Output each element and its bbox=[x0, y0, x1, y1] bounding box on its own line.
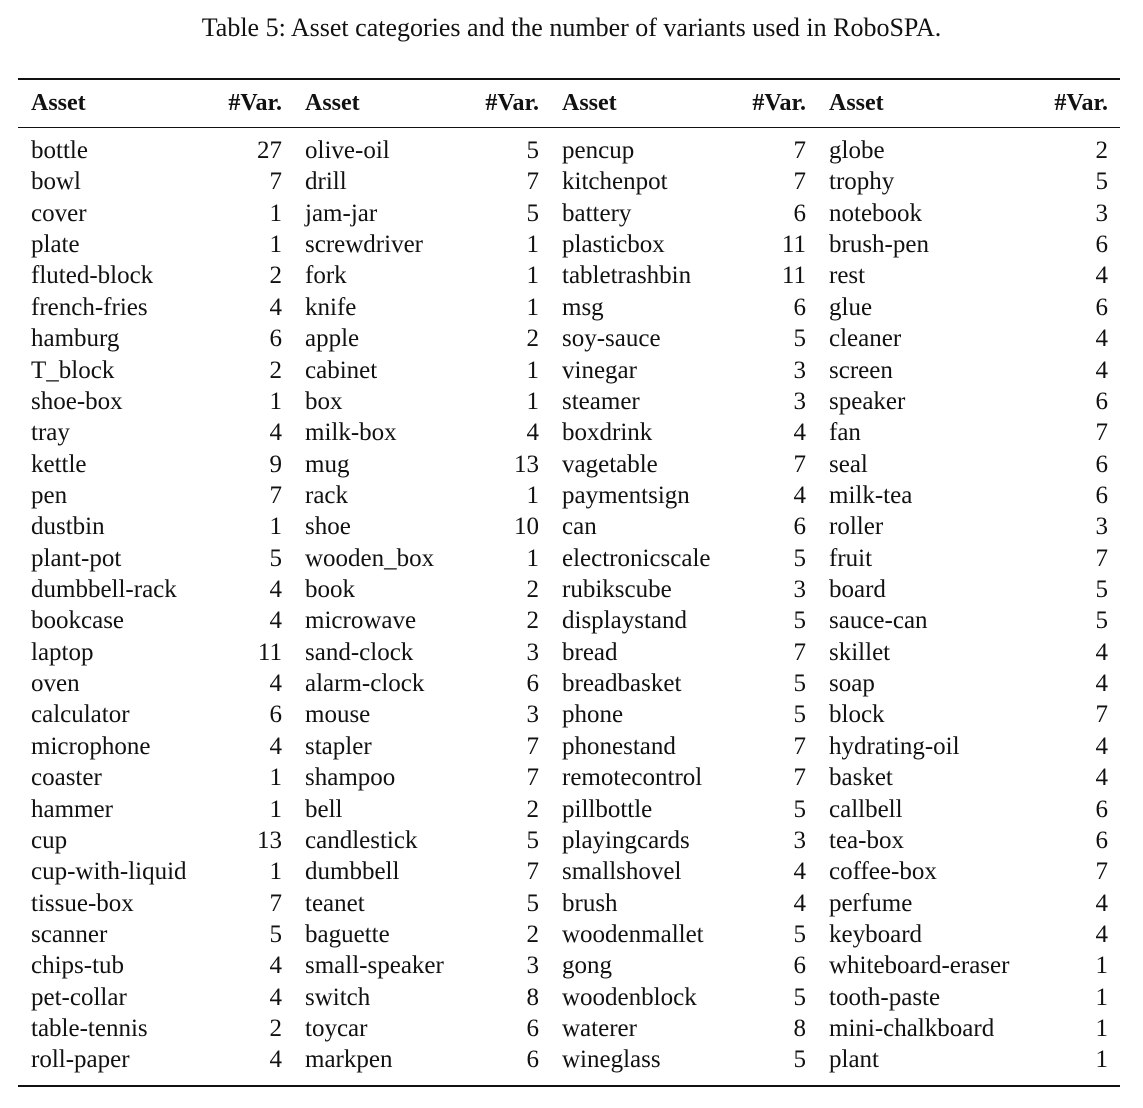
variant-count-cell: 4 bbox=[269, 294, 282, 321]
variant-count-cell: 7 bbox=[526, 858, 539, 885]
asset-name-cell: breadbasket bbox=[562, 670, 682, 697]
asset-name-cell: cup bbox=[31, 827, 68, 854]
asset-name-cell: wooden_box bbox=[305, 545, 435, 572]
variant-count-cell: 4 bbox=[1095, 670, 1108, 697]
variant-count-cell: 4 bbox=[1095, 921, 1108, 948]
variant-count-cell: 4 bbox=[269, 733, 282, 760]
variant-count-cell: 7 bbox=[793, 168, 806, 195]
asset-name-cell: coaster bbox=[31, 764, 102, 791]
asset-name-cell: milk-tea bbox=[829, 482, 913, 509]
asset-name-cell: rest bbox=[829, 262, 866, 289]
variant-count-cell: 6 bbox=[269, 325, 282, 352]
asset-name-cell: playingcards bbox=[562, 827, 690, 854]
variant-count-cell: 1 bbox=[1095, 984, 1108, 1011]
asset-name-cell: pet-collar bbox=[31, 984, 127, 1011]
asset-name-cell: roller bbox=[829, 513, 884, 540]
table-caption: Table 5: Asset categories and the number of variants used in RoboSPA. bbox=[201, 13, 942, 42]
variant-count-cell: 2 bbox=[526, 921, 539, 948]
variant-count-cell: 4 bbox=[1095, 890, 1108, 917]
asset-name-cell: keyboard bbox=[829, 921, 923, 948]
asset-name-cell: chips-tub bbox=[31, 952, 125, 979]
variant-count-cell: 2 bbox=[269, 357, 282, 384]
asset-name-cell: drill bbox=[305, 168, 347, 195]
variant-count-cell: 1 bbox=[1095, 952, 1108, 979]
asset-name-cell: pencup bbox=[562, 137, 635, 164]
variant-count-cell: 6 bbox=[1095, 796, 1108, 823]
variant-count-cell: 4 bbox=[1095, 357, 1108, 384]
variant-count-cell: 6 bbox=[793, 952, 806, 979]
asset-name-cell: tooth-paste bbox=[829, 984, 941, 1011]
asset-name-cell: sauce-can bbox=[829, 607, 928, 634]
asset-name-cell: tabletrashbin bbox=[562, 262, 692, 289]
asset-name-cell: phonestand bbox=[562, 733, 676, 760]
variant-count-cell: 4 bbox=[269, 670, 282, 697]
variant-count-cell: 5 bbox=[793, 984, 806, 1011]
asset-name-cell: markpen bbox=[305, 1046, 393, 1073]
asset-name-cell: microwave bbox=[305, 607, 417, 634]
asset-name-cell: screen bbox=[829, 357, 893, 384]
asset-name-cell: jam-jar bbox=[305, 200, 378, 227]
asset-name-cell: tissue-box bbox=[31, 890, 134, 917]
variant-count-cell: 27 bbox=[257, 137, 282, 164]
variant-count-cell: 4 bbox=[1095, 325, 1108, 352]
variant-count-cell: 5 bbox=[526, 137, 539, 164]
variant-count-cell: 5 bbox=[793, 796, 806, 823]
asset-name-cell: perfume bbox=[829, 890, 913, 917]
variant-count-cell: 3 bbox=[1095, 513, 1108, 540]
asset-name-cell: globe bbox=[829, 137, 885, 164]
asset-name-cell: fan bbox=[829, 419, 861, 446]
variant-count-cell: 2 bbox=[1095, 137, 1108, 164]
variant-count-cell: 6 bbox=[1095, 294, 1108, 321]
variant-count-cell: 7 bbox=[793, 764, 806, 791]
variant-count-cell: 6 bbox=[1095, 388, 1108, 415]
variant-count-cell: 1 bbox=[526, 231, 539, 258]
asset-name-cell: coffee-box bbox=[829, 858, 937, 885]
asset-name-cell: block bbox=[829, 701, 885, 728]
header-variants: #Var. bbox=[1054, 90, 1108, 116]
variant-count-cell: 5 bbox=[793, 921, 806, 948]
asset-name-cell: hammer bbox=[31, 796, 113, 823]
asset-name-cell: knife bbox=[305, 294, 357, 321]
asset-name-cell: shoe-box bbox=[31, 388, 123, 415]
variant-count-cell: 1 bbox=[269, 231, 282, 258]
variant-count-cell: 4 bbox=[793, 419, 806, 446]
asset-name-cell: olive-oil bbox=[305, 137, 390, 164]
asset-name-cell: gong bbox=[562, 952, 612, 979]
asset-name-cell: woodenmallet bbox=[562, 921, 704, 948]
asset-name-cell: displaystand bbox=[562, 607, 687, 634]
variant-count-cell: 5 bbox=[793, 545, 806, 572]
variant-count-cell: 1 bbox=[526, 262, 539, 289]
asset-name-cell: mini-chalkboard bbox=[829, 1015, 995, 1042]
variant-count-cell: 4 bbox=[793, 890, 806, 917]
variant-count-cell: 1 bbox=[1095, 1046, 1108, 1073]
asset-name-cell: board bbox=[829, 576, 886, 603]
header-asset: Asset bbox=[829, 90, 884, 116]
variant-count-cell: 13 bbox=[257, 827, 282, 854]
variant-count-cell: 5 bbox=[269, 921, 282, 948]
variant-count-cell: 7 bbox=[793, 733, 806, 760]
asset-name-cell: steamer bbox=[562, 388, 640, 415]
asset-name-cell: skillet bbox=[829, 639, 891, 666]
variant-count-cell: 3 bbox=[793, 388, 806, 415]
asset-name-cell: roll-paper bbox=[31, 1046, 130, 1073]
asset-name-cell: boxdrink bbox=[562, 419, 653, 446]
header-variants: #Var. bbox=[752, 90, 806, 116]
asset-name-cell: baguette bbox=[305, 921, 390, 948]
asset-name-cell: glue bbox=[829, 294, 873, 321]
variant-count-cell: 7 bbox=[1095, 701, 1108, 728]
variant-count-cell: 5 bbox=[526, 890, 539, 917]
variant-count-cell: 1 bbox=[526, 357, 539, 384]
asset-name-cell: basket bbox=[829, 764, 893, 791]
asset-name-cell: woodenblock bbox=[562, 984, 697, 1011]
variant-count-cell: 2 bbox=[269, 1015, 282, 1042]
variant-count-cell: 7 bbox=[526, 764, 539, 791]
asset-name-cell: book bbox=[305, 576, 355, 603]
variant-count-cell: 11 bbox=[781, 262, 806, 289]
asset-name-cell: wineglass bbox=[562, 1046, 661, 1073]
variant-count-cell: 4 bbox=[793, 482, 806, 509]
variant-count-cell: 7 bbox=[1095, 858, 1108, 885]
asset-name-cell: box bbox=[305, 388, 343, 415]
asset-name-cell: bread bbox=[562, 639, 618, 666]
asset-name-cell: candlestick bbox=[305, 827, 418, 854]
variant-count-cell: 5 bbox=[793, 701, 806, 728]
variant-count-cell: 1 bbox=[1095, 1015, 1108, 1042]
asset-name-cell: smallshovel bbox=[562, 858, 682, 885]
asset-name-cell: teanet bbox=[305, 890, 365, 917]
variant-count-cell: 6 bbox=[793, 294, 806, 321]
variant-count-cell: 5 bbox=[793, 325, 806, 352]
asset-name-cell: shoe bbox=[305, 513, 351, 540]
table-header-rule bbox=[18, 127, 1120, 128]
asset-name-cell: dustbin bbox=[31, 513, 105, 540]
variant-count-cell: 6 bbox=[526, 1046, 539, 1073]
variant-count-cell: 5 bbox=[793, 670, 806, 697]
variant-count-cell: 7 bbox=[793, 451, 806, 478]
asset-name-cell: oven bbox=[31, 670, 80, 697]
header-asset: Asset bbox=[562, 90, 617, 116]
asset-name-cell: scanner bbox=[31, 921, 108, 948]
asset-name-cell: sand-clock bbox=[305, 639, 414, 666]
variant-count-cell: 10 bbox=[514, 513, 539, 540]
asset-name-cell: plasticbox bbox=[562, 231, 665, 258]
variant-count-cell: 4 bbox=[1095, 764, 1108, 791]
variant-count-cell: 4 bbox=[269, 1046, 282, 1073]
variant-count-cell: 6 bbox=[793, 513, 806, 540]
asset-name-cell: cup-with-liquid bbox=[31, 858, 187, 885]
variant-count-cell: 5 bbox=[526, 827, 539, 854]
asset-name-cell: hydrating-oil bbox=[829, 733, 960, 760]
variant-count-cell: 11 bbox=[257, 639, 282, 666]
asset-name-cell: french-fries bbox=[31, 294, 148, 321]
variant-count-cell: 1 bbox=[269, 200, 282, 227]
variant-count-cell: 6 bbox=[1095, 482, 1108, 509]
asset-name-cell: rubikscube bbox=[562, 576, 672, 603]
variant-count-cell: 4 bbox=[1095, 639, 1108, 666]
header-variants: #Var. bbox=[228, 90, 282, 116]
variant-count-cell: 4 bbox=[269, 607, 282, 634]
variant-count-cell: 4 bbox=[526, 419, 539, 446]
asset-name-cell: fluted-block bbox=[31, 262, 154, 289]
header-asset: Asset bbox=[31, 90, 86, 116]
asset-name-cell: paymentsign bbox=[562, 482, 690, 509]
asset-name-cell: bowl bbox=[31, 168, 81, 195]
asset-name-cell: seal bbox=[829, 451, 868, 478]
asset-name-cell: rack bbox=[305, 482, 349, 509]
variant-count-cell: 3 bbox=[526, 701, 539, 728]
asset-name-cell: can bbox=[562, 513, 597, 540]
variant-count-cell: 6 bbox=[1095, 231, 1108, 258]
variant-count-cell: 8 bbox=[793, 1015, 806, 1042]
variant-count-cell: 4 bbox=[793, 858, 806, 885]
variant-count-cell: 5 bbox=[1095, 607, 1108, 634]
variant-count-cell: 6 bbox=[793, 200, 806, 227]
variant-count-cell: 1 bbox=[269, 764, 282, 791]
asset-name-cell: tea-box bbox=[829, 827, 904, 854]
variant-count-cell: 6 bbox=[1095, 827, 1108, 854]
variant-count-cell: 1 bbox=[526, 294, 539, 321]
variant-count-cell: 2 bbox=[526, 796, 539, 823]
variant-count-cell: 1 bbox=[269, 858, 282, 885]
variant-count-cell: 1 bbox=[526, 482, 539, 509]
asset-name-cell: tray bbox=[31, 419, 70, 446]
variant-count-cell: 7 bbox=[1095, 419, 1108, 446]
variant-count-cell: 5 bbox=[1095, 168, 1108, 195]
asset-name-cell: speaker bbox=[829, 388, 906, 415]
asset-name-cell: small-speaker bbox=[305, 952, 444, 979]
variant-count-cell: 5 bbox=[793, 607, 806, 634]
variant-count-cell: 7 bbox=[269, 890, 282, 917]
asset-name-cell: notebook bbox=[829, 200, 923, 227]
variant-count-cell: 6 bbox=[526, 1015, 539, 1042]
asset-name-cell: laptop bbox=[31, 639, 94, 666]
asset-name-cell: soy-sauce bbox=[562, 325, 661, 352]
asset-name-cell: fruit bbox=[829, 545, 873, 572]
asset-name-cell: trophy bbox=[829, 168, 895, 195]
variant-count-cell: 6 bbox=[1095, 451, 1108, 478]
asset-name-cell: dumbbell bbox=[305, 858, 400, 885]
table-bottom-rule bbox=[18, 1085, 1120, 1087]
asset-name-cell: kitchenpot bbox=[562, 168, 668, 195]
variant-count-cell: 1 bbox=[526, 545, 539, 572]
variant-count-cell: 3 bbox=[793, 827, 806, 854]
variant-count-cell: 1 bbox=[269, 388, 282, 415]
asset-name-cell: whiteboard-eraser bbox=[829, 952, 1010, 979]
asset-name-cell: plant-pot bbox=[31, 545, 122, 572]
asset-name-cell: T_block bbox=[31, 357, 115, 384]
variant-count-cell: 4 bbox=[269, 984, 282, 1011]
variant-count-cell: 3 bbox=[526, 952, 539, 979]
asset-name-cell: plate bbox=[31, 231, 80, 258]
asset-name-cell: bottle bbox=[31, 137, 88, 164]
asset-name-cell: cleaner bbox=[829, 325, 902, 352]
asset-name-cell: alarm-clock bbox=[305, 670, 425, 697]
asset-name-cell: kettle bbox=[31, 451, 87, 478]
asset-name-cell: apple bbox=[305, 325, 360, 352]
asset-name-cell: phone bbox=[562, 701, 624, 728]
asset-name-cell: callbell bbox=[829, 796, 903, 823]
asset-name-cell: screwdriver bbox=[305, 231, 423, 258]
asset-name-cell: shampoo bbox=[305, 764, 396, 791]
asset-name-cell: table-tennis bbox=[31, 1015, 148, 1042]
asset-name-cell: toycar bbox=[305, 1015, 368, 1042]
asset-name-cell: hamburg bbox=[31, 325, 120, 352]
asset-name-cell: bookcase bbox=[31, 607, 125, 634]
variant-count-cell: 13 bbox=[514, 451, 539, 478]
asset-name-cell: msg bbox=[562, 294, 604, 321]
asset-name-cell: dumbbell-rack bbox=[31, 576, 177, 603]
variant-count-cell: 8 bbox=[526, 984, 539, 1011]
variant-count-cell: 4 bbox=[269, 576, 282, 603]
variant-count-cell: 6 bbox=[526, 670, 539, 697]
asset-name-cell: pillbottle bbox=[562, 796, 653, 823]
asset-name-cell: cabinet bbox=[305, 357, 378, 384]
variant-count-cell: 3 bbox=[793, 357, 806, 384]
asset-name-cell: stapler bbox=[305, 733, 372, 760]
asset-name-cell: electronicscale bbox=[562, 545, 711, 572]
asset-name-cell: calculator bbox=[31, 701, 130, 728]
variant-count-cell: 3 bbox=[793, 576, 806, 603]
variant-count-cell: 2 bbox=[526, 325, 539, 352]
variant-count-cell: 3 bbox=[526, 639, 539, 666]
asset-name-cell: pen bbox=[31, 482, 68, 509]
variant-count-cell: 5 bbox=[793, 1046, 806, 1073]
variant-count-cell: 7 bbox=[269, 482, 282, 509]
asset-name-cell: mouse bbox=[305, 701, 371, 728]
variant-count-cell: 1 bbox=[269, 513, 282, 540]
asset-name-cell: microphone bbox=[31, 733, 151, 760]
asset-name-cell: milk-box bbox=[305, 419, 397, 446]
variant-count-cell: 2 bbox=[526, 576, 539, 603]
variant-count-cell: 5 bbox=[269, 545, 282, 572]
asset-name-cell: switch bbox=[305, 984, 371, 1011]
header-variants: #Var. bbox=[485, 90, 539, 116]
variant-count-cell: 7 bbox=[526, 168, 539, 195]
asset-name-cell: remotecontrol bbox=[562, 764, 703, 791]
variant-count-cell: 9 bbox=[269, 451, 282, 478]
table-top-rule bbox=[18, 78, 1120, 80]
variant-count-cell: 3 bbox=[1095, 200, 1108, 227]
variant-count-cell: 7 bbox=[793, 137, 806, 164]
asset-name-cell: waterer bbox=[562, 1015, 637, 1042]
asset-name-cell: cover bbox=[31, 200, 87, 227]
asset-name-cell: mug bbox=[305, 451, 350, 478]
variant-count-cell: 1 bbox=[526, 388, 539, 415]
asset-name-cell: bell bbox=[305, 796, 343, 823]
variant-count-cell: 7 bbox=[1095, 545, 1108, 572]
asset-name-cell: plant bbox=[829, 1046, 879, 1073]
variant-count-cell: 7 bbox=[526, 733, 539, 760]
variant-count-cell: 7 bbox=[793, 639, 806, 666]
asset-name-cell: vagetable bbox=[562, 451, 658, 478]
variant-count-cell: 4 bbox=[1095, 733, 1108, 760]
asset-name-cell: fork bbox=[305, 262, 347, 289]
asset-name-cell: brush-pen bbox=[829, 231, 929, 258]
asset-name-cell: battery bbox=[562, 200, 632, 227]
variant-count-cell: 6 bbox=[269, 701, 282, 728]
asset-name-cell: vinegar bbox=[562, 357, 637, 384]
variant-count-cell: 1 bbox=[269, 796, 282, 823]
variant-count-cell: 11 bbox=[781, 231, 806, 258]
variant-count-cell: 4 bbox=[1095, 262, 1108, 289]
variant-count-cell: 5 bbox=[526, 200, 539, 227]
variant-count-cell: 4 bbox=[269, 952, 282, 979]
variant-count-cell: 4 bbox=[269, 419, 282, 446]
asset-name-cell: soap bbox=[829, 670, 875, 697]
variant-count-cell: 2 bbox=[526, 607, 539, 634]
variant-count-cell: 7 bbox=[269, 168, 282, 195]
header-asset: Asset bbox=[305, 90, 360, 116]
variant-count-cell: 2 bbox=[269, 262, 282, 289]
asset-name-cell: brush bbox=[562, 890, 618, 917]
variant-count-cell: 5 bbox=[1095, 576, 1108, 603]
